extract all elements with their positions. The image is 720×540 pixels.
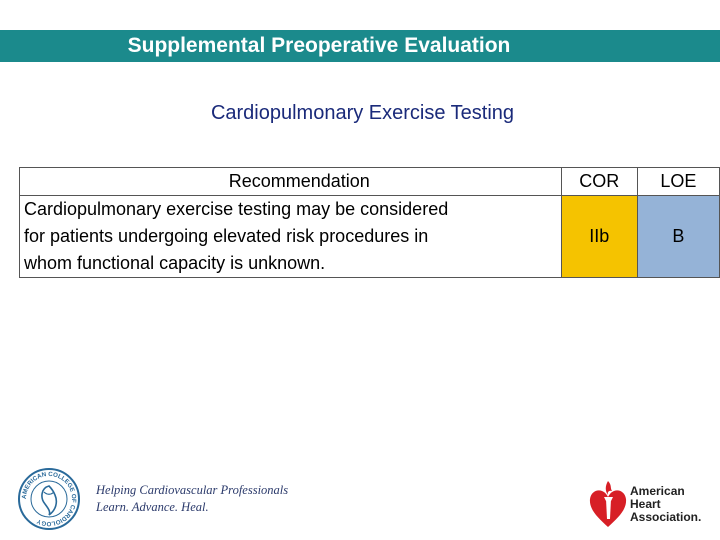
recommendation-line: Cardiopulmonary exercise testing may be considered [24,199,449,219]
acc-seal-icon [18,468,80,530]
acc-tagline [96,482,288,516]
acc-seal-text: AMERICAN COLLEGE OF CARDIOLOGY [20,470,78,528]
aha-logo [588,479,701,529]
acc-tagline-line-1: Helping Cardiovascular Professionals [96,483,289,497]
header-recommendation: Recommendation [20,168,562,196]
loe-value: B [637,196,719,278]
recommendation-line: for patients undergoing elevated risk procedures in [24,226,429,246]
aha-wordmark [630,485,701,524]
title-bar [0,30,720,62]
acc-tagline-line-2: Learn. Advance. Heal. [96,500,209,514]
table-row [20,196,720,278]
recommendation-text [20,196,562,278]
slide-title: Supplemental Preoperative Evaluation [127,34,511,57]
aha-line-2: Heart [630,496,661,511]
acc-logo [18,468,288,530]
aha-line-1: American [630,483,685,498]
header-loe: LOE [637,168,719,196]
cor-value: IIb [561,196,637,278]
header-cor: COR [561,168,637,196]
recommendation-line: whom functional capacity is unknown. [24,253,326,273]
aha-heart-torch-icon [588,479,628,529]
aha-line-3: Association. [630,509,702,524]
slide-subtitle: Cardiopulmonary Exercise Testing [210,102,515,124]
recommendation-table [19,167,720,278]
table-header-row [20,168,720,196]
